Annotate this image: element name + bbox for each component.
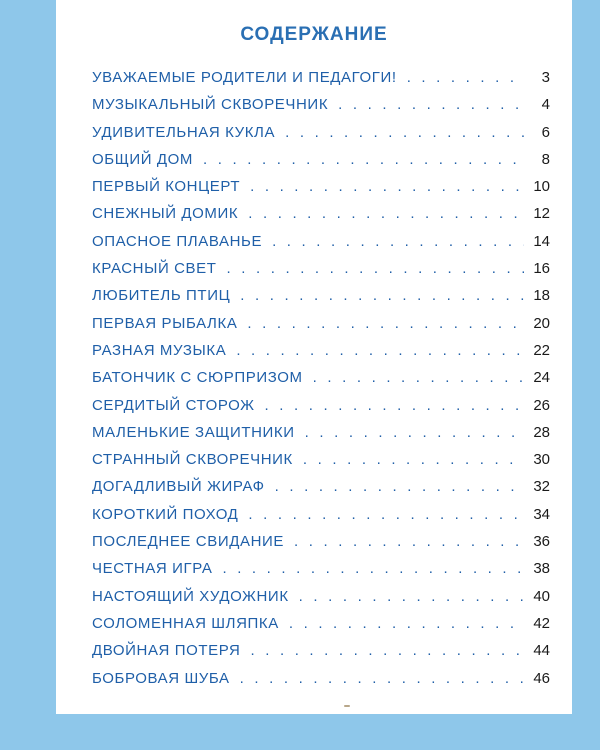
toc-entry[interactable]: [92, 255, 550, 282]
toc-entry-title: НАСТОЯЩИЙ ХУДОЖНИК: [92, 587, 289, 605]
toc-entry[interactable]: [92, 665, 550, 692]
toc-entry[interactable]: [92, 446, 550, 473]
toc-entry-title: КОРОТКИЙ ПОХОД: [92, 505, 239, 523]
toc-entry-page: 28: [533, 423, 550, 441]
toc-entry[interactable]: [92, 392, 550, 419]
toc-entry-page: 8: [541, 150, 550, 168]
bottom-blue-border: [0, 714, 600, 750]
toc-entry[interactable]: [92, 64, 550, 91]
toc-page: [56, 0, 572, 714]
toc-entry[interactable]: [92, 146, 550, 173]
toc-entry-title: СТРАННЫЙ СКВОРЕЧНИК: [92, 451, 293, 469]
left-blue-border: [0, 0, 56, 750]
toc-entry[interactable]: [92, 173, 550, 200]
toc-entry-title: БАТОНЧИК С СЮРПРИЗОМ: [92, 369, 303, 387]
toc-entry-title: МУЗЫКАЛЬНЫЙ СКВОРЕЧНИК: [92, 96, 329, 114]
toc-entry-page: 22: [533, 341, 550, 359]
right-blue-border: [572, 0, 600, 750]
toc-entry[interactable]: [92, 583, 550, 610]
dot-leader: [248, 200, 524, 227]
dot-leader: [407, 64, 524, 91]
toc-entry-title: СОЛОМЕННАЯ ШЛЯПКА: [92, 614, 279, 632]
dot-leader: [272, 228, 524, 255]
toc-entry-page: 42: [533, 614, 550, 632]
toc-entry-title: КРАСНЫЙ СВЕТ: [92, 260, 217, 278]
toc-entry-page: 40: [533, 587, 550, 605]
toc-entry[interactable]: [92, 473, 550, 500]
dot-leader: [227, 255, 524, 282]
toc-entry-title: ПОСЛЕДНЕЕ СВИДАНИЕ: [92, 533, 285, 551]
toc-entry-title: МАЛЕНЬКИЕ ЗАЩИТНИКИ: [92, 423, 295, 441]
toc-entry-title: ПЕРВАЯ РЫБАЛКА: [92, 314, 238, 332]
toc-entry-title: СЕРДИТЫЙ СТОРОЖ: [92, 396, 255, 414]
toc-entry-page: 30: [533, 451, 550, 469]
toc-entry[interactable]: [92, 501, 550, 528]
toc-entry-title: ОБЩИЙ ДОМ: [92, 150, 194, 168]
dot-leader: [240, 665, 524, 692]
toc-entry-page: 20: [533, 314, 550, 332]
dot-leader: [250, 173, 524, 200]
toc-entry[interactable]: [92, 228, 550, 255]
toc-heading: СОДЕРЖАНИЕ: [240, 24, 388, 45]
toc-entry-page: 34: [533, 505, 550, 523]
dot-leader: [222, 555, 524, 582]
toc-entry[interactable]: [92, 310, 550, 337]
toc-entry[interactable]: [92, 555, 550, 582]
toc-entry-page: 36: [533, 533, 550, 551]
toc-entry-page: 14: [533, 232, 550, 250]
toc-entry-page: 38: [533, 560, 550, 578]
dot-leader: [250, 637, 524, 664]
toc-entry[interactable]: [92, 337, 550, 364]
toc-entry-title: УВАЖАЕМЫЕ РОДИТЕЛИ И ПЕДАГОГИ!: [92, 69, 397, 86]
toc-entry-title: ДОГАДЛИВЫЙ ЖИРАФ: [92, 478, 265, 496]
dot-leader: [240, 282, 524, 309]
toc-entry[interactable]: [92, 637, 550, 664]
toc-entry-page: 4: [541, 96, 550, 114]
dot-leader: [285, 119, 524, 146]
dot-leader: [305, 419, 524, 446]
toc-entry-page: 12: [533, 205, 550, 223]
toc-entry[interactable]: [92, 119, 550, 146]
toc-entry[interactable]: [92, 528, 550, 555]
toc-entry-title: РАЗНАЯ МУЗЫКА: [92, 341, 227, 359]
toc-entry-title: СНЕЖНЫЙ ДОМИК: [92, 205, 239, 223]
dot-leader: [265, 392, 524, 419]
dot-leader: [299, 583, 524, 610]
dot-leader: [247, 310, 524, 337]
dot-leader: [236, 337, 524, 364]
toc-entry[interactable]: [92, 364, 550, 391]
toc-entry-page: 6: [541, 123, 550, 141]
toc-entry-title: УДИВИТЕЛЬНАЯ КУКЛА: [92, 123, 276, 141]
toc-entry-title: БОБРОВАЯ ШУБА: [92, 669, 230, 687]
dot-leader: [203, 146, 524, 173]
scan-smudge: [344, 705, 350, 707]
toc-entry-title: ЛЮБИТЕЛЬ ПТИЦ: [92, 287, 231, 305]
toc-entry-page: 3: [541, 69, 550, 86]
dot-leader: [313, 364, 524, 391]
dot-leader: [289, 610, 524, 637]
toc-entry-page: 16: [533, 260, 550, 278]
dot-leader: [338, 91, 524, 118]
toc-entry[interactable]: [92, 419, 550, 446]
toc-entry-title: ДВОЙНАЯ ПОТЕРЯ: [92, 642, 241, 660]
toc-entry-page: 46: [533, 669, 550, 687]
toc-entry-page: 44: [533, 642, 550, 660]
table-of-contents: [92, 64, 550, 692]
toc-entry-title: ОПАСНОЕ ПЛАВАНЬЕ: [92, 232, 263, 250]
toc-entry[interactable]: [92, 200, 550, 227]
toc-entry-title: ПЕРВЫЙ КОНЦЕРТ: [92, 178, 241, 196]
dot-leader: [248, 501, 524, 528]
toc-entry[interactable]: [92, 282, 550, 309]
toc-entry-page: 24: [533, 369, 550, 387]
dot-leader: [303, 446, 524, 473]
dot-leader: [294, 528, 524, 555]
toc-entry-page: 26: [533, 396, 550, 414]
dot-leader: [275, 473, 524, 500]
toc-entry-page: 10: [533, 178, 550, 196]
toc-entry[interactable]: [92, 91, 550, 118]
toc-entry[interactable]: [92, 610, 550, 637]
toc-entry-title: ЧЕСТНАЯ ИГРА: [92, 560, 213, 578]
toc-entry-page: 32: [533, 478, 550, 496]
toc-entry-page: 18: [533, 287, 550, 305]
